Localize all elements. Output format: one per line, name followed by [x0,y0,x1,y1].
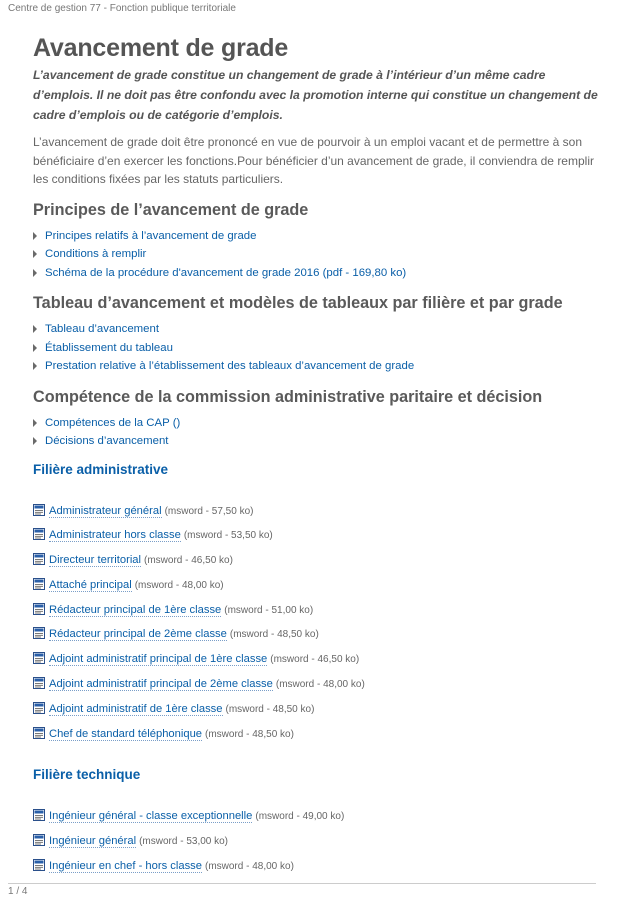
list-item [33,357,605,376]
link-conditions-a-remplir[interactable]: Conditions à remplir [45,248,147,260]
doc-item [33,726,605,751]
triangle-bullet-icon [33,269,37,277]
doc-link-adjoint-admin-principal-1ere[interactable]: Adjoint administratif principal de 1ère classe [49,653,268,666]
msword-document-icon [33,677,45,689]
msword-document-icon [33,652,45,664]
msword-document-icon [33,859,45,871]
msword-document-icon [33,702,45,714]
link-principes-relatifs[interactable]: Principes relatifs à l’avancement de grade [45,229,257,242]
msword-document-icon [33,528,45,540]
page-number: 1 / 4 [8,886,28,897]
msword-document-icon [33,504,45,516]
doc-item [33,808,605,833]
section-title-principes: Principes de l’avancement de grade [33,200,309,219]
link-etablissement-tableau[interactable]: Établissement du tableau [45,341,173,354]
msword-document-icon [33,727,45,739]
msword-document-icon [33,578,45,590]
doc-link-redacteur-principal-2eme[interactable]: Rédacteur principal de 2ème classe [49,628,227,641]
doc-link-administrateur-general[interactable]: Administrateur général [49,504,162,517]
doc-item [33,858,605,883]
doc-link-ingenieur-en-chef-hors-classe[interactable]: Ingénieur en chef - hors classe [49,860,202,873]
doc-item [33,527,605,552]
filiere-administrative-docs [33,503,605,751]
triangle-bullet-icon [33,437,37,445]
link-schema-procedure-pdf[interactable]: Schéma de la procédure d'avancement de grade 2016 (pdf - 169,80 ko) [45,266,407,279]
section-title-competence: Compétence de la commission administrative paritaire et décision [33,387,543,406]
principes-link-list [33,227,605,283]
doc-item [33,626,605,651]
triangle-bullet-icon [33,232,37,240]
doc-meta: (msword - 48,50 ko) [225,703,315,715]
competence-link-list [33,414,605,451]
triangle-bullet-icon [33,250,37,258]
doc-meta: (msword - 46,50 ko) [144,555,233,567]
doc-meta: (msword - 51,00 ko) [224,604,314,616]
doc-item [33,577,605,602]
doc-item [33,602,605,627]
link-tableau-avancement[interactable]: Tableau d’avancement [45,323,159,335]
doc-meta: (msword - 53,50 ko) [183,530,273,542]
section-title-tableau: Tableau d’avancement et modèles de tableaux par filière et par grade [33,294,563,312]
triangle-bullet-icon [33,344,37,352]
filiere-administrative-title: Filière administrative [33,461,169,477]
intro-paragraph: L’avancement de grade doit être prononcé en vue de pourvoir à un emploi vacant et de permettre à son bénéficiaire d’en exercer les fonctions.Pour bénéficier d’un avancement de grade, il conviendra de remplir les conditions fixées par les statuts particuliers. [33,135,594,186]
tableau-link-list [33,320,605,376]
doc-meta: (msword - 48,00 ko) [134,579,224,591]
list-item [33,227,605,246]
page-title: Avancement de grade [33,34,289,62]
doc-meta: (msword - 48,50 ko) [229,629,319,641]
lead-paragraph: L’avancement de grade constitue un changement de grade à l’intérieur d’un même cadre d’emplois. Il ne doit pas être confondu avec la promotion interne qui constitue un changement de cadre d’emplois ou de catégorie d’emplois. [33,68,598,122]
link-competences-cap[interactable]: Compétences de la CAP () [45,416,181,429]
msword-document-icon [33,553,45,565]
list-item [33,264,605,283]
list-item [33,414,605,433]
doc-item [33,503,605,528]
link-prestation-etablissement[interactable]: Prestation relative à l’établissement des tableaux d’avancement de grade [45,360,415,372]
doc-item [33,552,605,577]
msword-document-icon [33,834,45,846]
msword-document-icon [33,809,45,821]
msword-document-icon [33,627,45,639]
doc-link-redacteur-principal-1ere[interactable]: Rédacteur principal de 1ère classe [49,603,222,616]
triangle-bullet-icon [33,419,37,427]
link-decisions-avancement[interactable]: Décisions d’avancement [45,435,169,447]
doc-meta: (msword - 48,00 ko) [275,679,365,691]
doc-link-ingenieur-general-exceptionnelle[interactable]: Ingénieur général - classe exceptionnelle [49,810,253,823]
doc-link-adjoint-admin-1ere[interactable]: Adjoint administratif de 1ère classe [49,702,223,715]
doc-link-administrateur-hors-classe[interactable]: Administrateur hors classe [49,529,181,542]
doc-meta: (msword - 53,00 ko) [139,836,229,848]
doc-meta: (msword - 46,50 ko) [270,654,360,666]
triangle-bullet-icon [33,362,37,370]
footer-divider [8,883,596,884]
doc-link-adjoint-admin-principal-2eme[interactable]: Adjoint administratif principal de 2ème classe [49,678,273,691]
doc-link-attache-principal[interactable]: Attaché principal [49,578,132,591]
doc-item [33,676,605,701]
triangle-bullet-icon [33,325,37,333]
msword-document-icon [33,603,45,615]
doc-meta: (msword - 49,00 ko) [255,811,345,823]
main-content [33,34,605,883]
list-item [33,320,605,339]
doc-item [33,651,605,676]
doc-link-ingenieur-general[interactable]: Ingénieur général [49,835,137,848]
doc-link-directeur-territorial[interactable]: Directeur territorial [49,554,142,567]
list-item [33,245,605,264]
doc-meta: (msword - 48,50 ko) [205,728,294,740]
doc-meta: (msword - 48,00 ko) [204,861,294,873]
doc-link-chef-standard[interactable]: Chef de standard téléphonique [49,727,203,740]
doc-item [33,701,605,726]
filiere-technique-title: Filière technique [33,767,141,783]
list-item [33,432,605,451]
doc-item [33,833,605,858]
list-item [33,339,605,358]
doc-meta: (msword - 57,50 ko) [164,505,254,517]
header-site-title: Centre de gestion 77 - Fonction publique territoriale [8,3,236,14]
filiere-technique-docs [33,808,605,882]
